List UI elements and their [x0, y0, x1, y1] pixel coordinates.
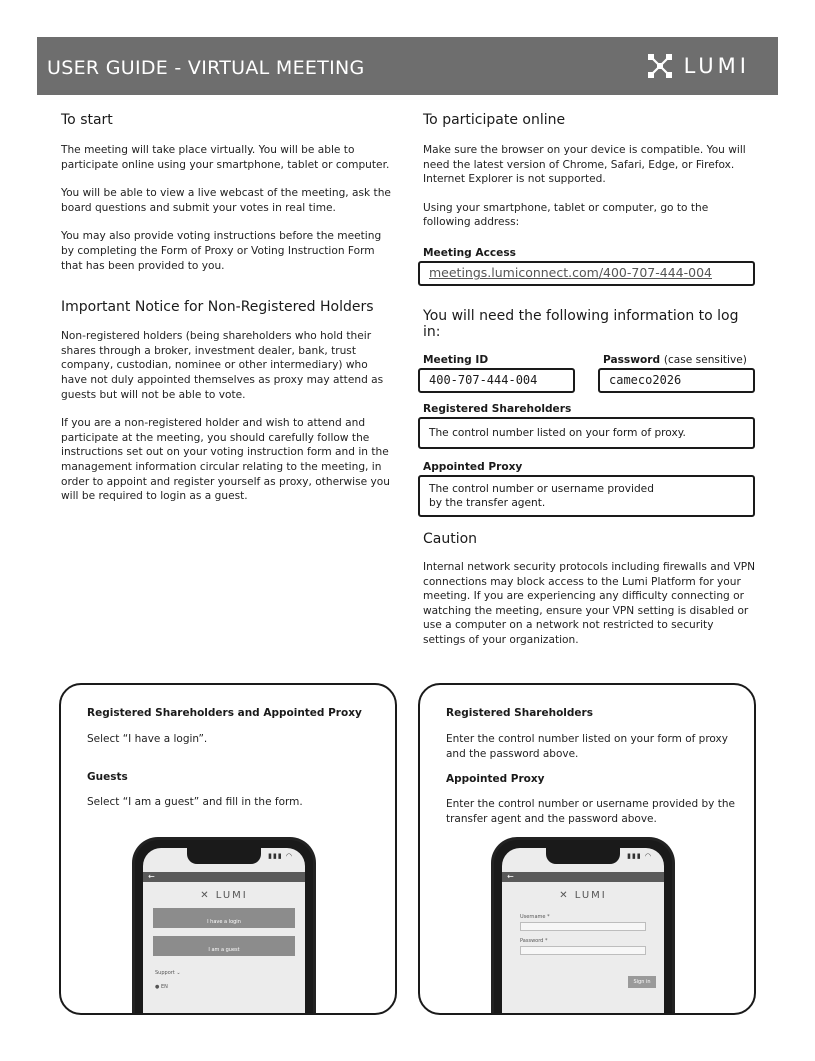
card-left-heading-2: Guests: [87, 770, 128, 783]
meeting-access-url[interactable]: meetings.lumiconnect.com/400-707-444-004: [418, 261, 755, 286]
app-logo-text: LUMI: [574, 890, 607, 901]
lumi-x-icon: [645, 51, 675, 81]
have-login-label: I have a login: [207, 919, 241, 925]
start-paragraph-3: You may also provide voting instructions before the meeting by completing the Form of Proxy or Voting Instruction Form that has been provided to you.: [61, 230, 382, 272]
right-column: [423, 112, 758, 648]
app-logo: ✕ LUMI: [559, 890, 607, 901]
app-logo: ✕ LUMI: [200, 890, 248, 901]
section-title-participate: To participate online: [423, 112, 566, 128]
section-title-notice: Important Notice for Non-Registered Holders: [61, 299, 374, 316]
guest-button[interactable]: [153, 936, 295, 956]
password-label-phone: Password *: [520, 938, 548, 944]
support-link[interactable]: Support ⌄: [155, 970, 181, 976]
phone-mockup-signin: [491, 837, 675, 1015]
phone-screen: [143, 848, 305, 1015]
notice-paragraph-2: If you are a non-registered holder and wish to attend and participate at the meeting, you should carefully follow the instructions set out on your voting instruction form and in the management information circular relating to the meeting, in order to appoint and register yourself as proxy, otherwise you will be required to login as a guest.: [61, 417, 390, 503]
card-right-text-2: Enter the control number or username provided by the transfer agent and the password above.: [446, 798, 735, 825]
caution-paragraph: Internal network security protocols including firewalls and VPN connections may block access to the Lumi Platform for your meeting. If you are experiencing any difficulty connecting or watching the meeting, ensure your VPN setting is disabled or use a computer on a network not restricted to security settings of your organization.: [423, 560, 756, 646]
meeting-id-label: Meeting ID: [423, 353, 489, 366]
start-paragraph-1: The meeting will take place virtually. You will be able to participate online using your smartphone, tablet or computer.: [61, 144, 390, 171]
password-label-text: Password: [603, 353, 661, 366]
sign-in-button[interactable]: Sign in: [628, 976, 656, 988]
have-login-button[interactable]: [153, 908, 295, 928]
logo-text: LUMI: [683, 54, 750, 78]
left-column: [61, 112, 391, 504]
section-title-caution: Caution: [423, 530, 478, 547]
card-login-options: [59, 683, 397, 1015]
card-right-heading-2: Appointed Proxy: [446, 773, 545, 786]
notice-paragraph-1: Non-registered holders (being shareholders who hold their shares through a broker, investment dealer, bank, trust company, custodian, nominee or other intermediary) who have not duly appointed themselves as proxy may attend as guests but will not be able to vote.: [61, 330, 384, 401]
app-logo-text: LUMI: [215, 890, 248, 901]
participate-paragraph-2: Using your smartphone, tablet or computer, go to the following address:: [423, 201, 709, 229]
password-input[interactable]: [520, 946, 646, 955]
guest-label: I am a guest: [208, 947, 240, 953]
header-banner: [37, 37, 778, 95]
card-left-text-2: Select “I am a guest” and fill in the form.: [87, 795, 303, 808]
appointed-proxy-box: The control number or username provided by the transfer agent.: [418, 475, 755, 517]
card-right-content: [446, 707, 736, 826]
start-paragraph-2: You will be able to view a live webcast of the meeting, ask the board questions and submit your votes in real time.: [61, 187, 391, 214]
card-left-content: [87, 707, 377, 809]
meeting-id-field[interactable]: 400-707-444-004: [418, 368, 575, 393]
signal-icon: ▮▮▮ ◠: [268, 852, 293, 860]
language-selector[interactable]: ● EN: [155, 984, 168, 990]
phone-screen: [502, 848, 664, 1015]
page-title: USER GUIDE - VIRTUAL MEETING: [47, 57, 365, 79]
credentials-row: [423, 354, 758, 400]
section-title-login: You will need the following information to log in:: [423, 307, 739, 340]
section-title-start: To start: [61, 112, 113, 128]
card-left-heading-1: Registered Shareholders and Appointed Proxy: [87, 707, 362, 719]
meeting-access-label: Meeting Access: [423, 246, 516, 259]
lumi-logo: [645, 51, 750, 81]
card-left-text-1: Select “I have a login”.: [87, 733, 208, 745]
registered-shareholders-box: The control number listed on your form of proxy.: [418, 417, 755, 449]
username-input[interactable]: [520, 922, 646, 931]
card-login-instructions: [418, 683, 756, 1015]
app-back-button[interactable]: ←: [502, 872, 664, 882]
appointed-proxy-label: Appointed Proxy: [423, 460, 523, 473]
password-field[interactable]: cameco2026: [598, 368, 755, 393]
signal-icon: ▮▮▮ ◠: [627, 852, 652, 860]
card-right-text-1: Enter the control number listed on your form of proxy and the password above.: [446, 733, 728, 760]
password-label: [603, 354, 747, 366]
username-label: Username *: [520, 914, 550, 920]
registered-shareholders-label: Registered Shareholders: [423, 402, 572, 415]
phone-mockup-login: [132, 837, 316, 1015]
app-back-button[interactable]: ←: [143, 872, 305, 882]
phone-notch: [546, 848, 620, 864]
phone-notch: [187, 848, 261, 864]
card-right-heading-1: Registered Shareholders: [446, 707, 593, 719]
participate-paragraph-1: Make sure the browser on your device is compatible. You will need the latest version of Chrome, Safari, Edge, or Firefox. Internet Explorer is not supported.: [423, 144, 746, 186]
password-note: (case sensitive): [663, 353, 747, 366]
